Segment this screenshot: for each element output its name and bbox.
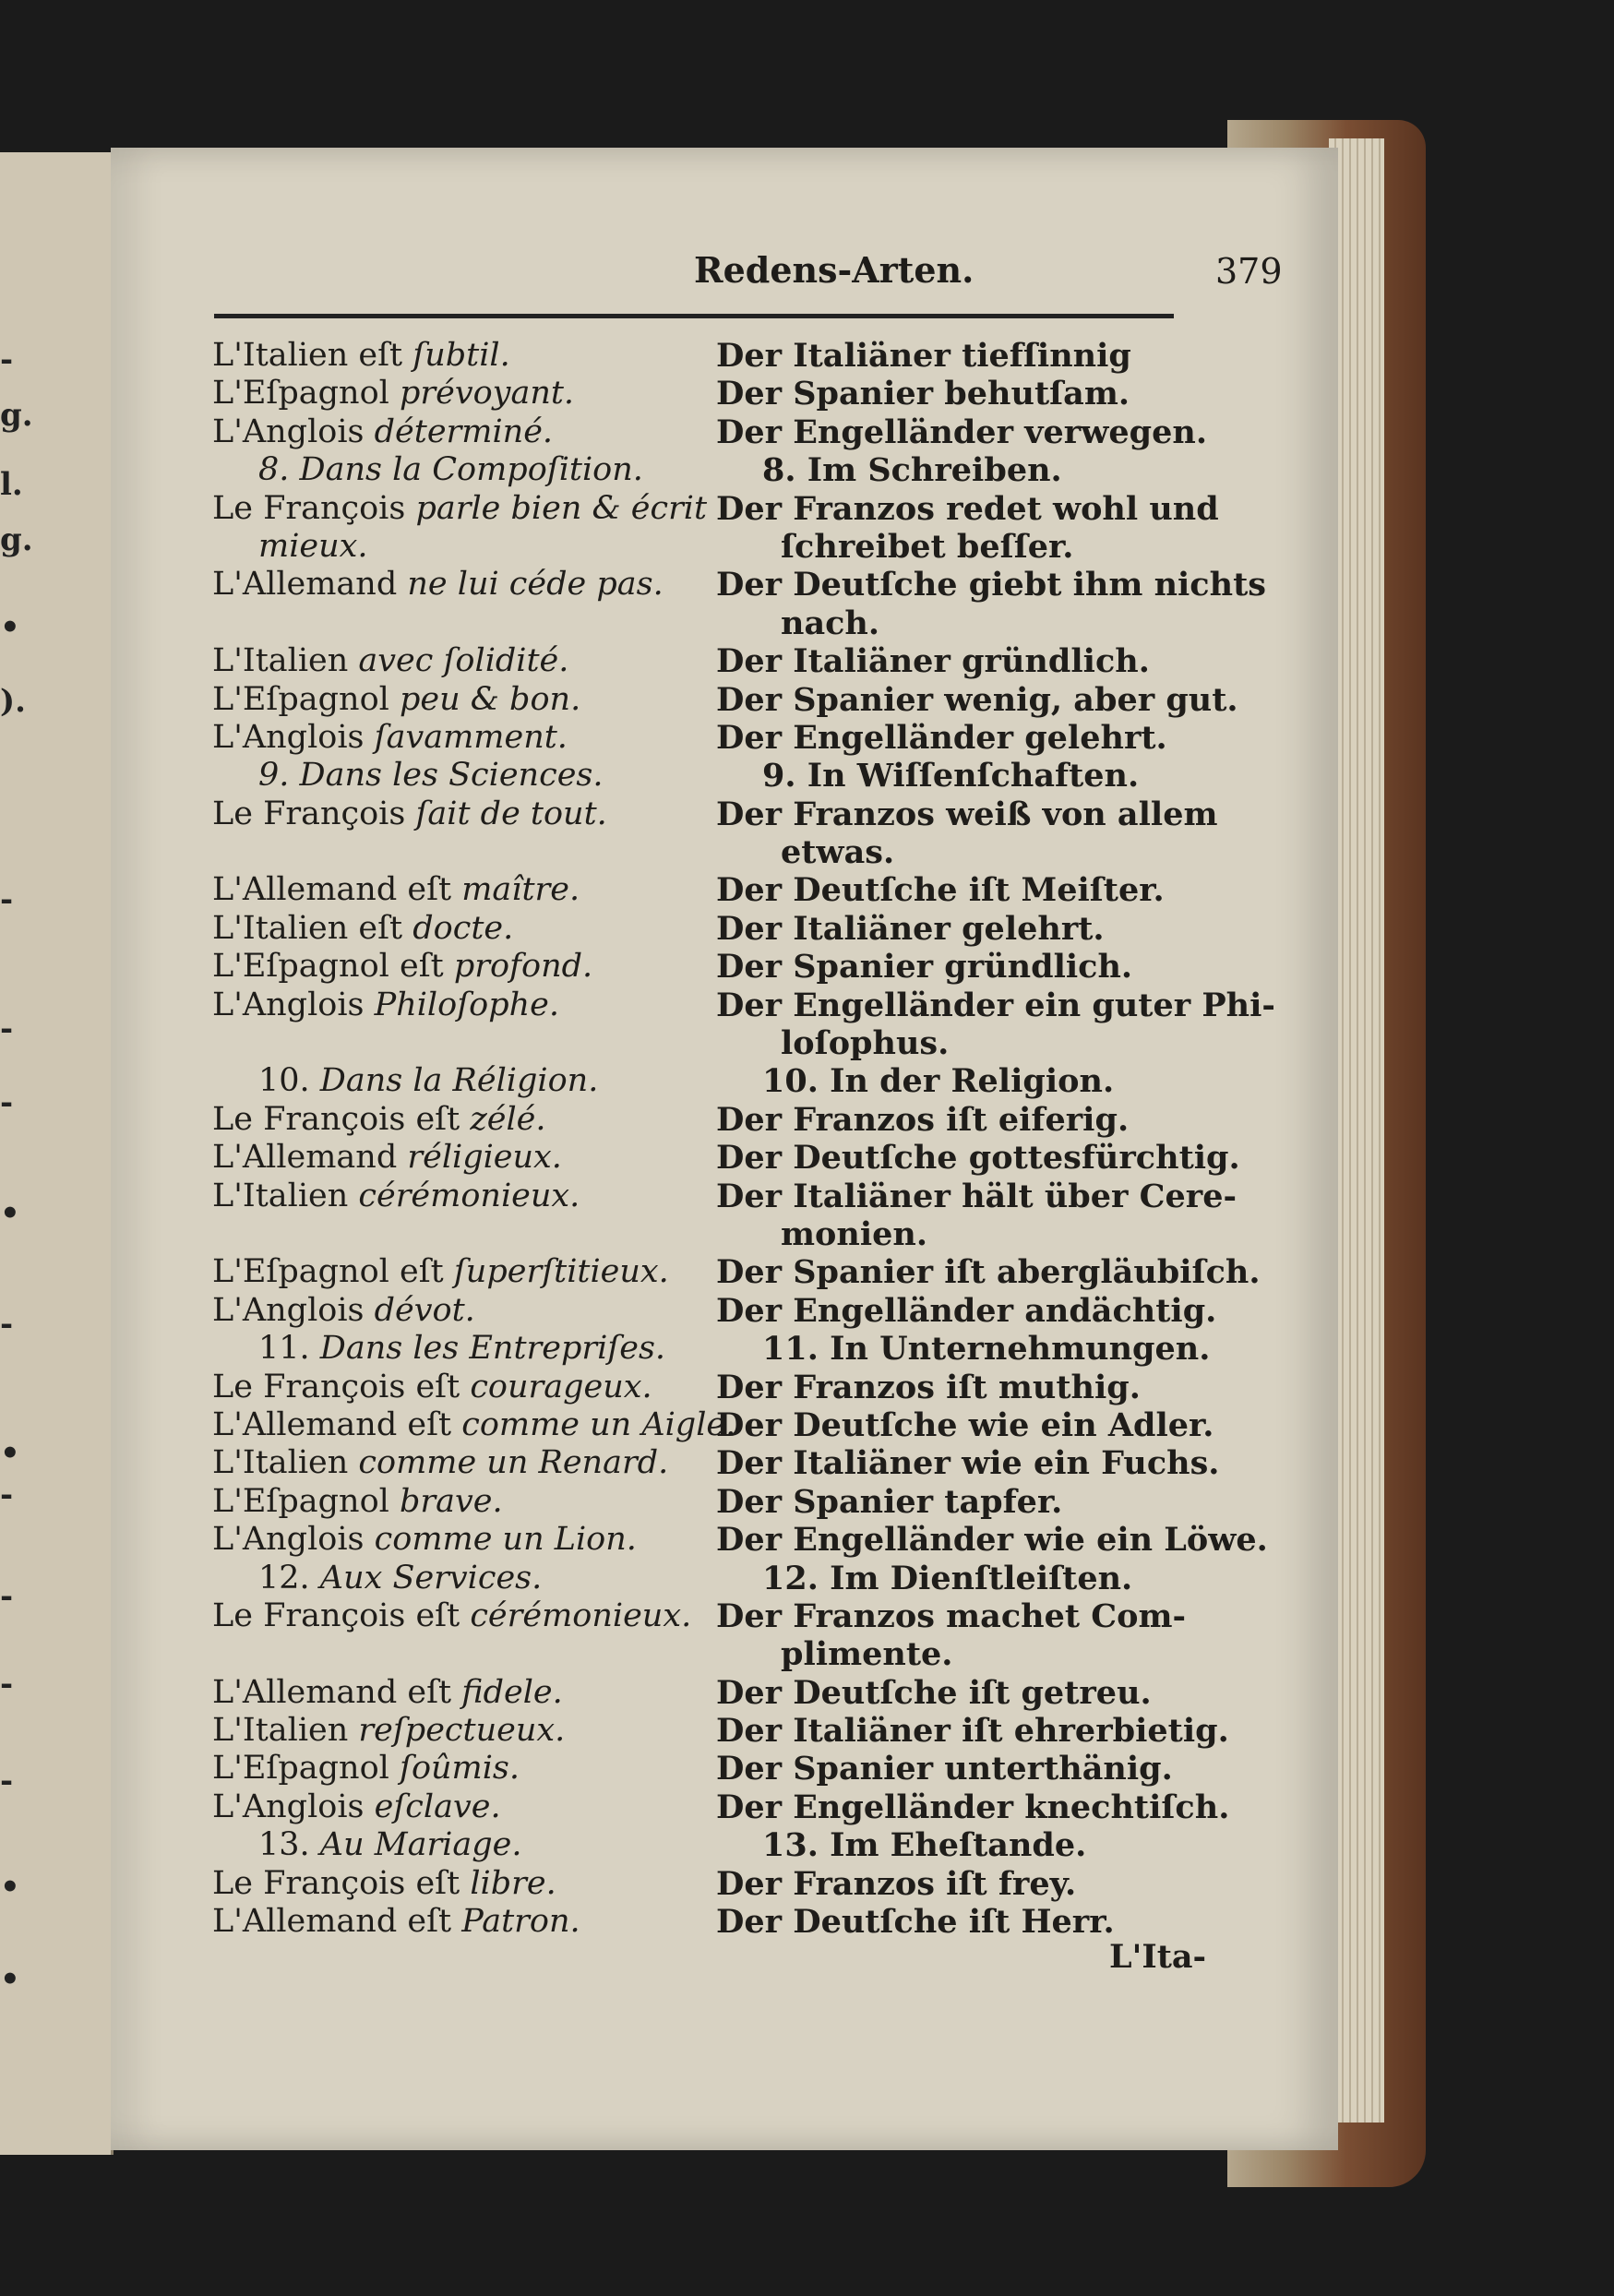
french-line-plain: L'Allemand eſt [212,1673,462,1711]
german-line: Der Deutſche wie ein Adler. [716,1405,1214,1444]
french-line-italic: Philoſophe. [374,986,560,1023]
german-line: Der Italiäner tiefſinnig [716,337,1131,375]
french-line-plain: L'Anglois [212,413,375,450]
german-line: 11. In Unternehmungen. [762,1330,1211,1369]
french-line [212,1139,692,1177]
french-line-plain: 13. [258,1826,320,1864]
french-line-italic: courageux. [470,1368,652,1405]
french-line-italic: brave. [399,1482,503,1520]
french-line [212,1788,692,1826]
left-page-mark: - [0,1084,14,1121]
french-line-plain: L'Allemand eſt [212,1405,462,1443]
left-page [0,152,114,2155]
french-line-plain: 11. [258,1330,320,1368]
left-page-mark: - [0,341,14,378]
left-page-mark: g. [0,397,33,434]
german-line: Der Spanier gründlich. [716,948,1133,987]
french-line [212,1405,736,1444]
french-line-plain: L'Allemand [212,566,408,604]
german-line: 13. Im Eheſtande. [762,1826,1087,1865]
french-line-italic: peu & bon. [399,680,581,718]
french-line-italic: ſoûmis. [399,1750,520,1788]
french-line [212,1483,692,1521]
german-line: 12. Im Dienſtleiſten. [762,1559,1133,1597]
left-page-mark: - [0,1578,14,1615]
french-line [212,1826,692,1864]
left-page-mark: l. [0,466,23,503]
french-line-italic: reſpectueux. [358,1712,566,1750]
french-line [212,1865,692,1903]
french-line-plain: L'Anglois [212,1291,375,1329]
german-line: Der Italiäner gründlich. [716,642,1150,681]
catchword: L'Ita- [1109,1938,1207,1976]
french-line-italic: ſait de tout. [415,795,607,832]
german-line: monien. [781,1214,928,1253]
book-page [111,148,1338,2150]
french-line-plain: L'Eſpagnol [212,680,400,718]
page-header [214,249,1294,305]
french-line-italic: mieux. [258,527,368,565]
french-line-plain: L'Allemand eſt [212,871,462,909]
french-line [212,1062,692,1100]
german-line: Der Deutſche iſt Herr. [716,1903,1115,1942]
french-line-italic: 9. Dans les Sciences. [258,757,604,795]
left-page-mark: • [0,1195,20,1232]
german-line: loſophus. [781,1024,950,1063]
german-line: 8. Im Schreiben. [762,451,1062,490]
german-line: Der Engelländer knechtiſch. [716,1788,1230,1826]
left-page-mark: - [0,881,14,918]
french-line [212,1215,692,1253]
french-line [212,1560,692,1597]
german-line: Der Engelländer verwegen. [716,413,1208,451]
french-line-italic: ſubtil. [412,337,510,374]
german-line: Der Deutſche giebt ihm nichts [716,566,1266,604]
french-line [212,1674,692,1712]
french-column [212,337,736,1941]
french-line-plain: L'Eſpagnol [212,375,400,413]
french-line [212,489,708,528]
french-line-italic: 8. Dans la Compoſition. [258,451,643,489]
french-line [212,1101,692,1139]
french-line [212,1635,692,1673]
french-line-plain: Le François eſt [212,1368,471,1405]
german-line: Der Spanier behutſam. [716,375,1130,413]
german-line: Der Italiäner wie ein Fuchs. [716,1444,1220,1483]
french-line-italic: déterminé. [374,413,554,450]
french-line-italic: Au Mariage. [319,1826,522,1864]
french-line [212,413,692,451]
french-line [212,451,692,489]
french-line [212,375,692,413]
left-page-mark: ). [0,683,26,720]
french-line-italic: dévot. [374,1291,475,1329]
french-line-italic: avec ſolidité. [358,642,569,680]
french-line [212,1292,692,1330]
french-line-italic: prévoyant. [399,375,575,413]
french-line-italic: ſavamment. [374,718,568,756]
french-line-plain: L'Anglois [212,986,375,1023]
french-line [212,757,692,795]
german-line: Der Spanier iſt abergläubiſch. [716,1253,1261,1292]
french-line-italic: comme un Aigle. [461,1405,736,1443]
french-line [212,1444,692,1482]
french-line-plain: L'Anglois [212,1521,375,1559]
french-line-plain: 12. [258,1559,320,1596]
german-line: Der Franzos iſt frey. [716,1864,1077,1903]
french-line [212,1178,692,1215]
french-line [212,528,692,566]
french-line-plain: L'Italien [212,1712,359,1750]
french-line-italic: comme un Renard. [358,1444,669,1482]
french-line [212,871,692,909]
french-line-plain: Le François eſt [212,1596,471,1634]
french-line-plain: L'Anglois [212,718,375,756]
french-line-italic: réligieux. [407,1139,562,1177]
german-column [716,337,1275,1942]
french-line-plain: L'Italien [212,1177,359,1214]
french-line-italic: Patron. [461,1903,580,1941]
french-line [212,833,692,871]
german-line: Der Deutſche iſt Meiſter. [716,871,1165,910]
french-line-plain: L'Italien [212,642,359,680]
french-line [212,1024,692,1062]
french-line [212,642,692,680]
german-line: Der Spanier unterthänig. [716,1750,1173,1788]
french-line-italic: parle bien & écrit [415,489,708,527]
french-line-italic: profond. [453,948,593,986]
french-line-italic: cérémonieux. [358,1177,580,1214]
french-line-italic: ne lui céde pas. [407,566,664,604]
french-line [212,1712,692,1750]
header-rule [214,314,1174,318]
french-line [212,987,692,1024]
french-line-plain: L'Eſpagnol [212,1750,400,1788]
left-page-mark: • [0,609,20,646]
left-page-mark: - [0,1763,14,1800]
french-line-plain: Le François [212,795,416,832]
german-line: 9. In Wiſſenſchaften. [762,757,1140,795]
french-line [212,566,692,604]
german-line: Der Engelländer gelehrt. [716,718,1167,757]
french-line [212,948,692,986]
left-page-mark: - [0,1477,14,1513]
french-line-plain: L'Italien eſt [212,337,413,374]
german-line: Der Engelländer wie ein Löwe. [716,1521,1268,1560]
french-line-italic: zélé. [470,1100,546,1138]
french-line-italic: ſuperſtitieux. [453,1253,669,1291]
left-page-mark: • [0,1869,20,1906]
left-page-mark: • [0,1961,20,1998]
french-line [212,1521,692,1559]
french-line-plain: L'Eſpagnol eſt [212,948,454,986]
german-line: ſchreibet beſſer. [781,527,1074,566]
german-line: plimente. [781,1635,953,1674]
french-line [212,1597,692,1635]
german-line: Der Spanier wenig, aber gut. [716,680,1238,719]
left-page-mark: • [0,1435,20,1472]
page-number: 379 [1215,251,1283,292]
french-line [212,795,692,833]
german-line: Der Franzos iſt muthig. [716,1368,1141,1406]
german-line: Der Franzos redet wohl und [716,489,1219,528]
german-line: Der Franzos iſt eiferig. [716,1100,1130,1139]
german-line: Der Franzos machet Com- [716,1596,1187,1635]
french-line [212,1253,692,1291]
german-line: Der Italiäner gelehrt. [716,909,1105,948]
french-line-italic: maître. [461,871,580,909]
german-line: nach. [781,604,880,642]
french-line-plain: L'Allemand [212,1139,408,1177]
french-line [212,337,692,375]
french-line [212,604,692,642]
french-line [212,1330,692,1368]
german-line: Der Italiäner iſt ehrerbietig. [716,1712,1229,1751]
french-line [212,1750,692,1788]
german-line: etwas. [781,833,895,872]
french-line-plain: Le François eſt [212,1864,471,1902]
french-line-italic: libre. [470,1864,556,1902]
german-line: 10. In der Religion. [762,1062,1115,1101]
german-line: Der Deutſche iſt getreu. [716,1673,1152,1712]
french-line-plain: Le François eſt [212,1100,471,1138]
french-line [212,910,692,948]
left-page-mark: - [0,1010,14,1047]
french-line-italic: Aux Services. [319,1559,543,1596]
french-line-plain: L'Anglois [212,1788,375,1825]
german-line: Der Franzos weiß von allem [716,795,1218,833]
french-line-italic: eſclave. [374,1788,501,1825]
french-line [212,1369,692,1406]
german-line: Der Deutſche gottesfürchtig. [716,1139,1240,1178]
french-line-plain: 10. [258,1062,320,1100]
french-line [212,719,692,757]
french-line-italic: fidele. [461,1673,563,1711]
french-line [212,1903,692,1941]
left-page-mark: - [0,1306,14,1343]
french-line-plain: Le François [212,489,416,527]
french-line-italic: docte. [412,909,514,947]
german-line: Der Italiäner hält über Cere- [716,1177,1237,1215]
french-line-italic: Dans les Entrepriſes. [319,1330,666,1368]
german-line: Der Engelländer andächtig. [716,1291,1217,1330]
french-line-plain: L'Eſpagnol eſt [212,1253,454,1291]
french-line-italic: Dans la Réligion. [319,1062,599,1100]
german-line: Der Spanier tapfer. [716,1482,1063,1521]
left-page-mark: g. [0,521,33,558]
french-line-italic: comme un Lion. [374,1521,637,1559]
german-line: Der Engelländer ein guter Phi- [716,986,1275,1024]
french-line-plain: L'Allemand eſt [212,1903,462,1941]
french-line-italic: cérémonieux. [470,1596,692,1634]
french-line-plain: L'Italien eſt [212,909,413,947]
french-line [212,681,692,719]
french-line-plain: L'Eſpagnol [212,1482,400,1520]
running-head: Redens-Arten. [694,249,974,291]
left-page-mark: - [0,1666,14,1703]
french-line-plain: L'Italien [212,1444,359,1482]
